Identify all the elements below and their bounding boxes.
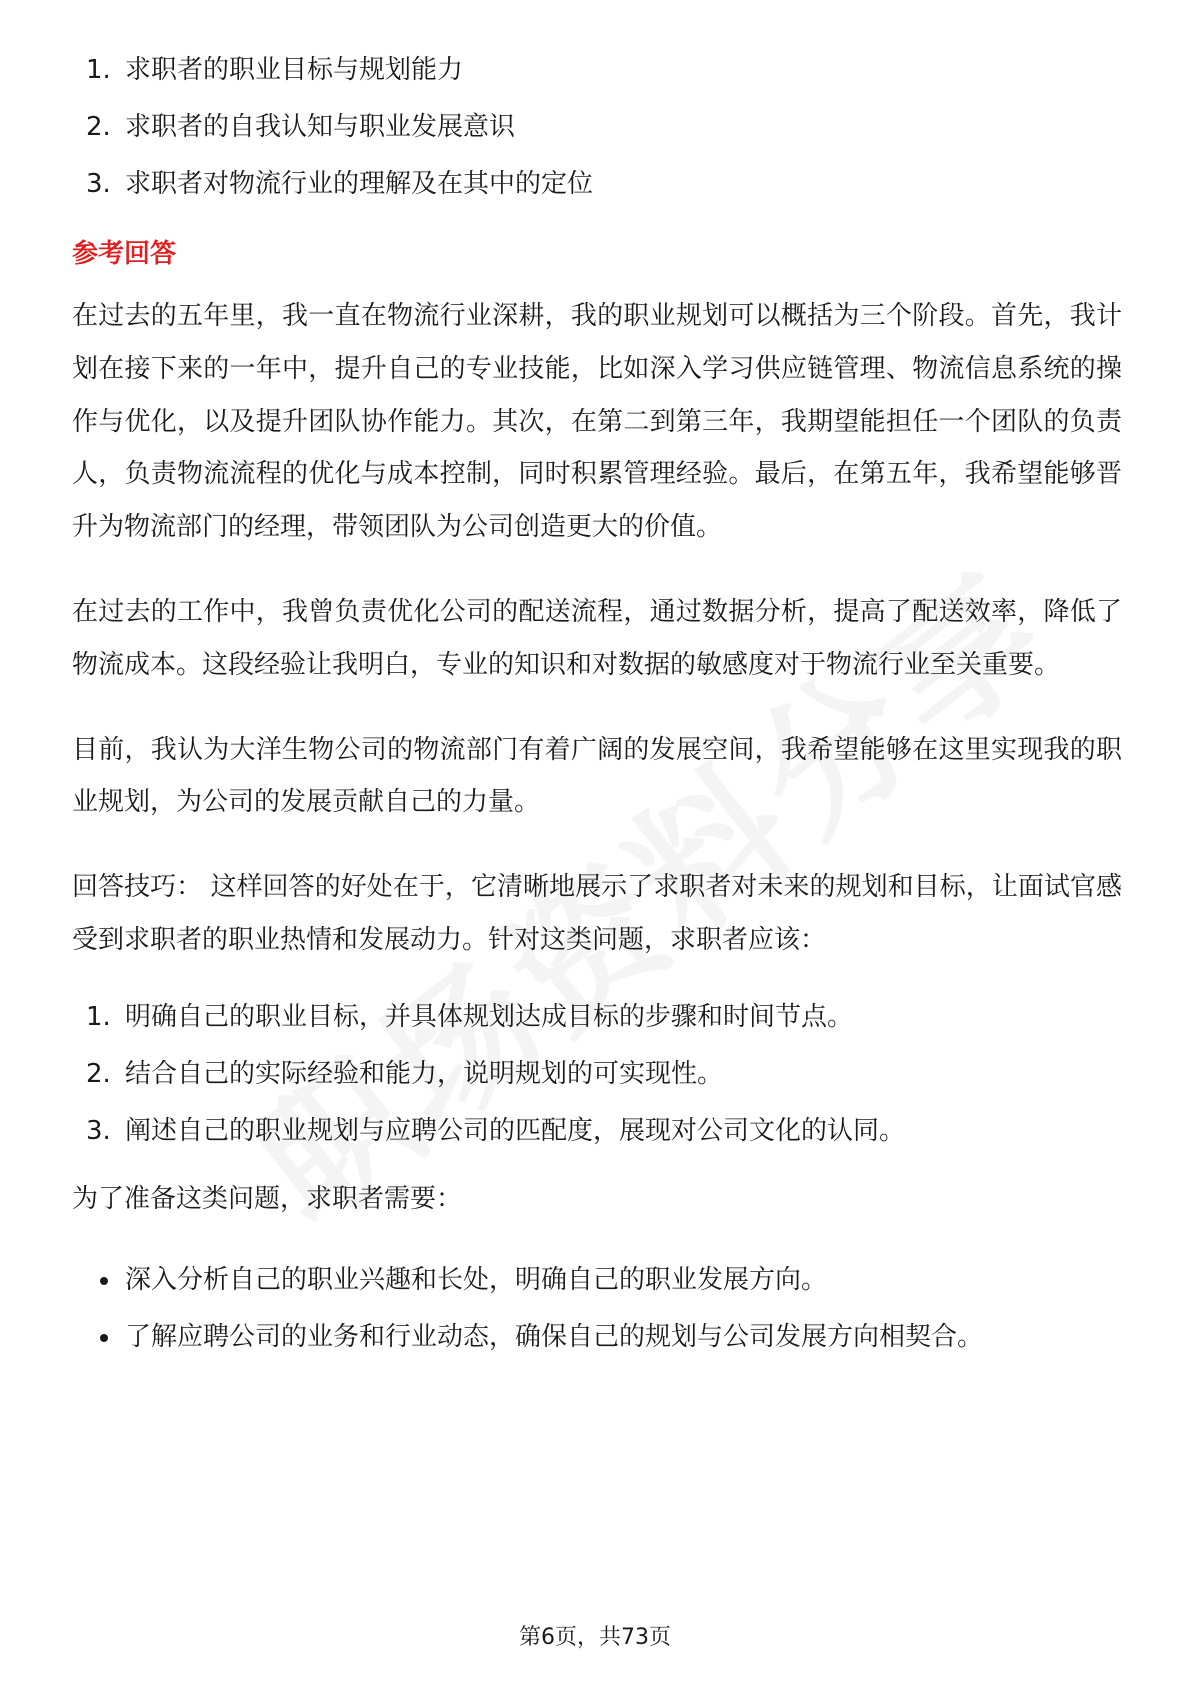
prep-bullet-item-2 xyxy=(72,1315,1122,1359)
tips-paragraph: 回答技巧： 这样回答的好处在于，它清晰地展示了求职者对未来的规划和目标，让面试官感受到求职者的职业热情和发展动力。针对这类问题，求职者应该： xyxy=(72,872,1122,955)
intent-list xyxy=(72,48,1122,206)
tips-list-item-1 xyxy=(72,995,1122,1039)
list-item-text: 求职者的职业目标与规划能力 xyxy=(125,55,464,85)
prep-intro: 为了准备这类问题，求职者需要： xyxy=(72,1183,463,1214)
bullet-dot-icon xyxy=(100,1334,108,1342)
tips-list-item-3 xyxy=(72,1109,1122,1153)
answer-paragraph-1: 在过去的五年里，我一直在物流行业深耕，我的职业规划可以概括为三个阶段。首先，我计划在接下来的一年中，提升自己的专业技能，比如深入学习供应链管理、物流信息系统的操作与优化，以及提升团队协作能力。其次，在第二到第三年，我期望能担任一个团队的负责人，负责物流流程的优化与成本控制，同时积累管理经验。最后，在第五年，我希望能够晋升为物流部门的经理，带领团队为公司创造更大的价值。 xyxy=(72,301,1122,543)
list-number: 3. xyxy=(86,1115,111,1146)
list-item-text: 求职者的自我认知与职业发展意识 xyxy=(125,112,516,142)
list-item-text: 深入分析自己的职业兴趣和长处，明确自己的职业发展方向。 xyxy=(125,1264,828,1295)
prep-bullet-list xyxy=(72,1258,1122,1359)
bullet-dot-icon xyxy=(100,1277,108,1285)
list-item-text: 结合自己的实际经验和能力，说明规划的可实现性。 xyxy=(125,1058,724,1089)
answer-paragraph-3: 目前，我认为大洋生物公司的物流部门有着广阔的发展空间，我希望能够在这里实现我的职业规划，为公司的发展贡献自己的力量。 xyxy=(72,734,1122,818)
prep-bullet-item-1 xyxy=(72,1258,1122,1302)
list-number: 1. xyxy=(86,1001,111,1032)
list-number: 2. xyxy=(86,112,111,142)
intent-list-item-2 xyxy=(72,105,1122,149)
list-number: 2. xyxy=(86,1058,111,1089)
tips-list-item-2 xyxy=(72,1052,1122,1096)
list-number: 1. xyxy=(86,55,111,85)
tips-list xyxy=(72,995,1122,1153)
intent-list-item-1 xyxy=(72,48,1122,92)
list-item-text: 了解应聘公司的业务和行业动态，确保自己的规划与公司发展方向相契合。 xyxy=(125,1321,984,1352)
list-item-text: 明确自己的职业目标，并具体规划达成目标的步骤和时间节点。 xyxy=(125,1001,854,1032)
answer-heading: 参考回答 xyxy=(72,239,177,269)
intent-list-item-3 xyxy=(72,162,1122,206)
list-number: 3. xyxy=(86,169,111,199)
answer-paragraph-2: 在过去的工作中，我曾负责优化公司的配送流程，通过数据分析，提高了配送效率，降低了物流成本。这段经验让我明白，专业的知识和对数据的敏感度对于物流行业至关重要。 xyxy=(72,596,1122,680)
list-item-text: 阐述自己的职业规划与应聘公司的匹配度，展现对公司文化的认同。 xyxy=(125,1115,906,1146)
list-item-text: 求职者对物流行业的理解及在其中的定位 xyxy=(125,169,594,199)
page-footer: 第6页，共73页 xyxy=(519,1625,671,1650)
document-body xyxy=(72,48,1122,1372)
